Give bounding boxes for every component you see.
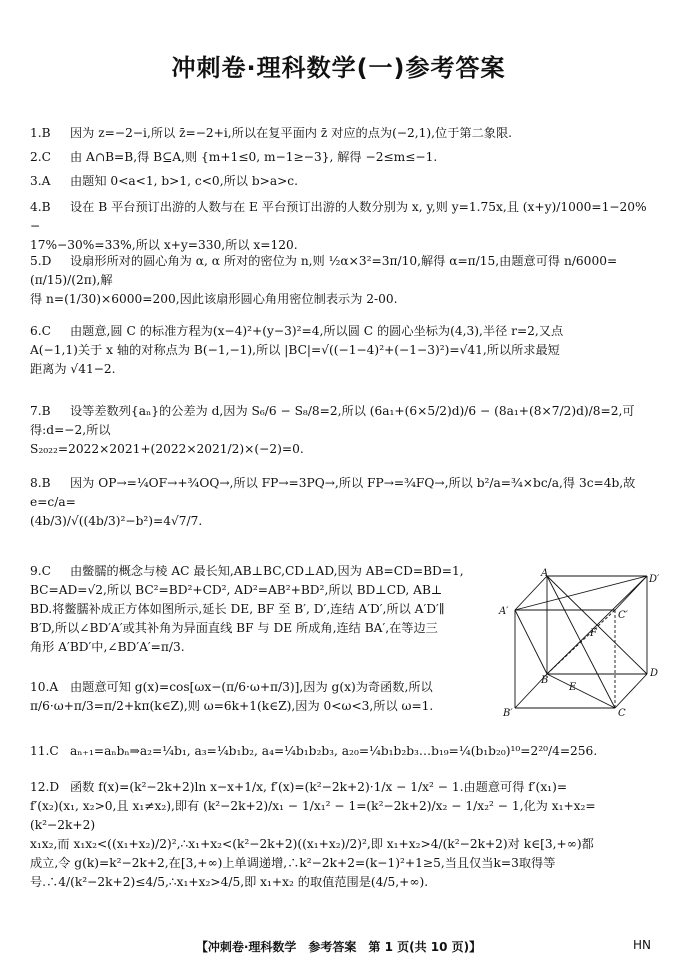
answer-number: 2.C (30, 150, 51, 164)
answer-line (30, 619, 488, 638)
answer-text: f′(x₂)(x₁, x₂>0,且 x₁≠x₂),即有 (k²−2k+2)/x₁ − 1/x₁² − 1=(k²−2k+2)/x₂ − 1/x₂² − 1,化为 x₁+x₂=(k²−2k+2) (30, 799, 596, 832)
answer-number: 5.D (30, 254, 52, 268)
answer-text: 成立,令 g(k)=k²−2k+2,在[3,+∞)上单调递增,∴k²−2k+2=(k−1)²+1≥5,当且仅当k=3取得等 (30, 856, 556, 870)
answer-item (30, 778, 652, 892)
answer-text: 设在 B 平台预订出游的人数与在 E 平台预订出游的人数分别为 x, y,则 y=1.75x,且 (x+y)/1000=1−20%− (30, 200, 647, 233)
answer-text: 由鳖臑的概念与棱 AC 最长知,AB⊥BC,CD⊥AD,因为 AB=CD=BD=1, (70, 564, 464, 578)
answer-item (30, 124, 652, 143)
answer-line (30, 562, 488, 581)
answer-line (30, 252, 652, 290)
answer-item (30, 678, 488, 716)
answer-line (30, 581, 488, 600)
answer-line (30, 678, 488, 697)
answer-line (30, 290, 652, 309)
answer-number: 9.C (30, 564, 51, 578)
answer-line (30, 638, 488, 657)
answer-line (30, 322, 652, 341)
answer-line (30, 873, 652, 892)
answer-line (30, 198, 652, 236)
answer-text: 由 A∩B=B,得 B⊆A,则 {m+1≤0, m−1≥−3}, 解得 −2≤m≤−1. (70, 150, 438, 164)
answer-text: BD.将鳖臑补成正方体如图所示,延长 DE, BF 至 B′, D′,连结 A′D′,所以 A′D′∥ (30, 602, 445, 616)
answer-line (30, 360, 652, 379)
label-c: C (618, 708, 626, 719)
answer-item (30, 322, 652, 379)
answer-text: A(−1,1)关于 x 轴的对称点为 B(−1,−1),所以 |BC|=√((−1−4)²+(−1−3)²)=√41,所以所求最短 (30, 343, 560, 357)
cube-figure (487, 568, 660, 719)
label-d-prime: D′ (649, 574, 660, 585)
answer-line (30, 778, 652, 797)
answer-item (30, 172, 652, 191)
answer-text: 设等差数列{aₙ}的公差为 d,因为 S₆/6 − S₈/8=2,所以 (6a₁+(6×5/2)d)/6 − (8a₁+(8×7/2)d)/8=2,可得:d=−2,所以 (30, 404, 635, 437)
answer-line (30, 440, 652, 459)
answer-number: 6.C (30, 324, 51, 338)
footer-tag: HN (633, 938, 651, 952)
label-b: B (541, 675, 549, 686)
answer-number: 4.B (30, 200, 51, 214)
answer-text: aₙ₊₁=aₙbₙ⇒a₂=¼b₁, a₃=¼b₁b₂, a₄=¼b₁b₂b₃, a₂₀=¼b₁b₂b₃…b₁₉=¼(b₁b₂₀)¹⁰=2²⁰/4=256. (70, 744, 598, 758)
answer-line (30, 124, 652, 143)
answer-line (30, 797, 652, 835)
answer-item (30, 474, 652, 531)
answer-line (30, 148, 652, 167)
label-d: D (650, 668, 659, 679)
answer-number: 3.A (30, 174, 51, 188)
answer-number: 7.B (30, 404, 51, 418)
label-a-prime: A′ (499, 606, 509, 617)
answer-item (30, 148, 652, 167)
answer-line (30, 835, 652, 854)
answer-line (30, 742, 652, 761)
answer-number: 8.B (30, 476, 51, 490)
answer-text: B′D,所以∠BD′A′或其补角为异面直线 BF 与 DE 所成角,连结 BA′,在等边三 (30, 621, 438, 635)
answer-text: 设扇形所对的圆心角为 α, α 所对的密位为 n,则 ½α×3²=3π/10,解得 α=π/15,由题意可得 n/6000=(π/15)/(2π),解 (30, 254, 618, 287)
label-a: A (541, 568, 549, 579)
answer-text: (4b/3)/√((4b/3)²−b²)=4√7/7. (30, 514, 203, 528)
answer-item (30, 742, 652, 761)
answer-line (30, 474, 652, 512)
page-title: 冲刺卷·理科数学(一)参考答案 (171, 54, 506, 82)
answer-line (30, 697, 488, 716)
answer-text: x₁x₂,而 x₁x₂<((x₁+x₂)/2)²,∴x₁+x₂<(k²−2k+2)((x₁+x₂)/2)²,即 x₁+x₂>4/(k²−2k+2)对 k∈[3,+∞)都 (30, 837, 594, 851)
label-f: F (590, 628, 597, 639)
answer-text: 17%−30%=33%,所以 x+y=330,所以 x=120. (30, 238, 298, 252)
answer-text: 由题意,圆 C 的标准方程为(x−4)²+(y−3)²=4,所以圆 C 的圆心坐标为(4,3),半径 r=2,又点 (70, 324, 564, 338)
answer-number: 11.C (30, 744, 59, 758)
answer-text: 因为 z=−2−i,所以 z̄=−2+i,所以在复平面内 z̄ 对应的点为(−2,1),位于第二象限. (70, 126, 513, 140)
label-e: E (569, 682, 577, 693)
answer-line (30, 512, 652, 531)
answer-item (30, 562, 488, 657)
answer-text: 号.∴4/(k²−2k+2)≤4/5,∴x₁+x₂>4/5,即 x₁+x₂ 的取值范围是(4/5,+∞). (30, 875, 429, 889)
answer-line (30, 341, 652, 360)
answer-item (30, 198, 652, 255)
label-b-prime: B′ (503, 708, 513, 719)
answer-line (30, 172, 652, 191)
answer-item (30, 402, 652, 459)
answer-number: 1.B (30, 126, 51, 140)
answer-text: S₂₀₂₂=2022×2021+(2022×2021/2)×(−2)=0. (30, 442, 304, 456)
answer-text: 得 n=(1/30)×6000=200,因此该扇形圆心角用密位制表示为 2-00. (30, 292, 398, 306)
page-footer: 【冲刺卷·理科数学 参考答案 第 1 页(共 10 页)】 (195, 940, 482, 954)
answer-number: 12.D (30, 780, 60, 794)
answer-text: 由题意可知 g(x)=cos[ωx−(π/6·ω+π/3)],因为 g(x)为奇函数,所以 (70, 680, 433, 694)
label-c-prime: C′ (618, 610, 628, 621)
answer-line (30, 854, 652, 873)
answer-text: 由题知 0<a<1, b>1, c<0,所以 b>a>c. (70, 174, 299, 188)
answer-item (30, 252, 652, 309)
answer-number: 10.A (30, 680, 59, 694)
answer-text: 距离为 √41−2. (30, 362, 116, 376)
answer-text: π/6·ω+π/3=π/2+kπ(k∈Z),则 ω=6k+1(k∈Z),因为 0<ω<3,所以 ω=1. (30, 699, 434, 713)
answer-text: BC=AD=√2,所以 BC²=BD²+CD², AD²=AB²+BD²,所以 BD⊥CD, AB⊥ (30, 583, 443, 597)
answer-line (30, 402, 652, 440)
answer-text: 角形 A′BD′中,∠BD′A′=π/3. (30, 640, 185, 654)
answer-text: 函数 f(x)=(k²−2k+2)ln x−x+1/x, f′(x)=(k²−2k+2)·1/x − 1/x² − 1.由题意可得 f′(x₁)= (70, 780, 568, 794)
answer-text: 因为 OP→=¼OF→+¾OQ→,所以 FP→=3PQ→,所以 FP→=¾FQ→,所以 b²/a=¾×bc/a,得 3c=4b,故 e=c/a= (30, 476, 636, 509)
answer-line (30, 600, 488, 619)
